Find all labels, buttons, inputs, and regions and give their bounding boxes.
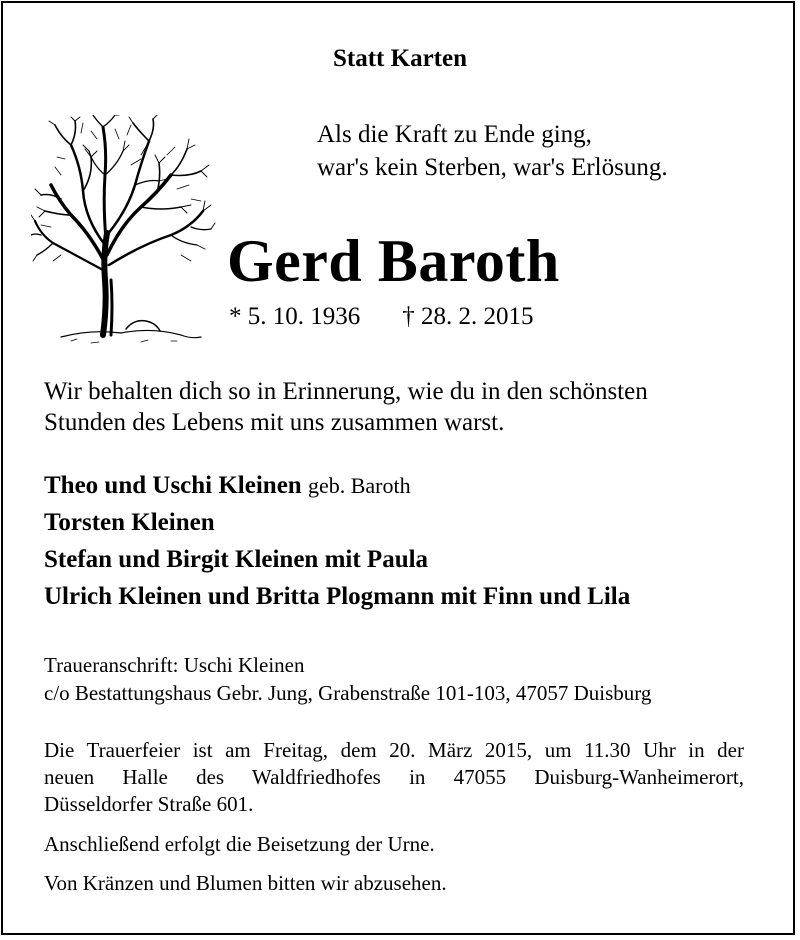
family-member-name: Stefan und Birgit Kleinen mit Paula <box>44 546 429 573</box>
life-dates <box>229 301 534 333</box>
bare-tree-illustration <box>31 115 217 351</box>
obituary-notice <box>1 1 795 935</box>
address-line: c/o Bestattungshaus Gebr. Jung, Grabenstraße 101-103, 47057 Duisburg <box>44 681 652 705</box>
ceremony-line: Düsseldorfer Straße 601. <box>44 792 254 816</box>
maiden-name-note: geb. Baroth <box>307 473 411 498</box>
deceased-name: Gerd Baroth <box>227 228 560 294</box>
ceremony-line: neuen Halle des Waldfriedhofes in 47055 Duisburg-Wanheimerort, <box>44 765 744 789</box>
funeral-service-info <box>44 737 744 818</box>
family-member-name: Theo und Uschi Kleinen <box>44 472 302 499</box>
family-member <box>44 467 630 504</box>
memory-line: Wir behalten dich so in Erinnerung, wie du in den schönsten <box>44 378 648 405</box>
mourning-address <box>44 651 651 707</box>
family-member <box>44 541 630 578</box>
family-member <box>44 504 630 541</box>
flowers-request: Von Kränzen und Blumen bitten wir abzusehen. <box>44 871 447 895</box>
memory-line: Stunden des Lebens mit uns zusammen warst. <box>44 409 505 436</box>
birth-date: * 5. 10. 1936 <box>229 303 361 330</box>
family-member <box>44 578 630 615</box>
death-date: † 28. 2. 2015 <box>402 303 534 330</box>
memory-text <box>44 376 764 438</box>
notice-heading: Statt Karten <box>333 45 467 72</box>
family-list <box>44 467 630 615</box>
urn-burial-note: Anschließend erfolgt die Beisetzung der Urne. <box>44 832 435 856</box>
ceremony-line: Die Trauerfeier ist am Freitag, dem 20. März 2015, um 11.30 Uhr in der <box>44 738 744 762</box>
family-member-name: Ulrich Kleinen und Britta Plogmann mit Finn und Lila <box>44 583 631 610</box>
address-line: Traueranschrift: Uschi Kleinen <box>44 653 305 677</box>
verse-line: war's kein Sterben, war's Erlösung. <box>317 154 668 181</box>
verse <box>317 118 668 184</box>
family-member-name: Torsten Kleinen <box>44 509 215 536</box>
verse-line: Als die Kraft zu Ende ging, <box>317 121 592 148</box>
